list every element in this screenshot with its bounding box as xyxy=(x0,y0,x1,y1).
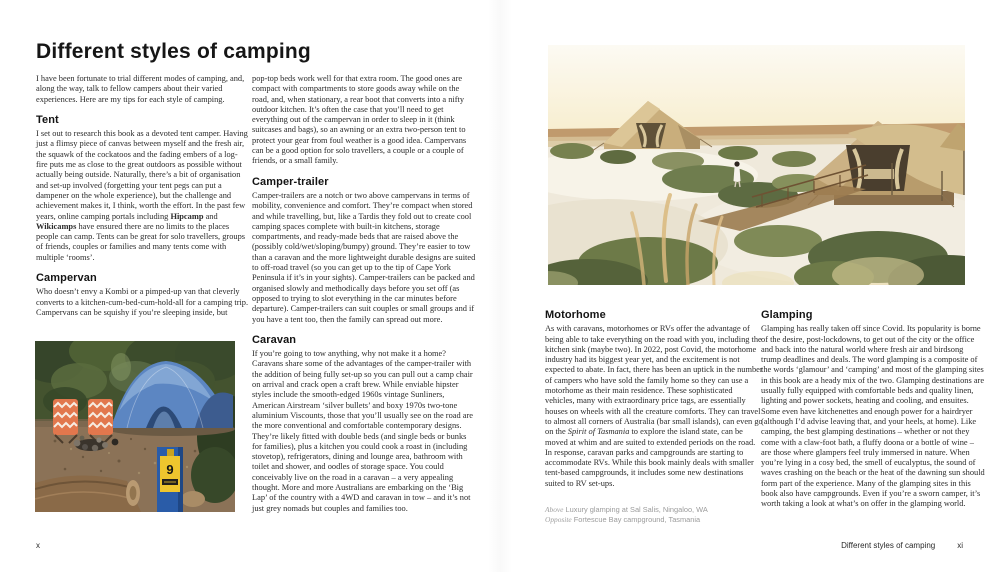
folio-right-number: xi xyxy=(957,541,963,550)
glamping-photo xyxy=(548,45,965,285)
right-page-column-1 xyxy=(545,300,764,525)
page-gutter xyxy=(488,0,512,572)
section-heading-camper-trailer: Camper-trailer xyxy=(252,175,329,188)
running-footer-title: Different styles of camping xyxy=(841,541,936,550)
left-page-column-1 xyxy=(36,74,249,318)
section-heading-campervan: Campervan xyxy=(36,272,97,285)
intro-paragraph: I have been fortunate to trial different modes of camping, and, along the way, talk to fellow campers about their varied experiences. Here are my tips for each style of camping. xyxy=(36,74,245,104)
caption-opposite-label: Opposite xyxy=(545,515,572,525)
caption-above xyxy=(545,505,764,515)
left-page-column-2 xyxy=(252,74,478,514)
camper-trailer-paragraph: Camper-trailers are a notch or two above campervans in terms of mobility, convenience and comfort. They’re compact when stored and while travelling, but, like a Tardis they fold out to create cool camping spaces complete with built-in kitchens, storage compartments, and ready-made beds that are raised above the (possibly cold/wet/sloping/bumpy) ground. They’re easier to tow than a caravan and the more lightweight durable designs are suited to off-road travel (so you can get up to the tip of Cape York Peninsula if it’s in your sights). Camper-trailers can be packed and organised slowly and methodically days before you set off (as opposed to trying to slot everything in the car minutes before departure). Camper-trailers can suit couples or small groups and if you have a tent too, then the family can spread out more. xyxy=(252,190,476,324)
campsite-photo xyxy=(35,341,235,512)
tent-paragraph xyxy=(36,129,249,263)
section-heading-tent: Tent xyxy=(36,113,59,126)
section-heading-caravan: Caravan xyxy=(252,333,297,346)
photo-caption xyxy=(545,505,764,525)
tent-text-2: and xyxy=(203,211,218,221)
caption-above-text: Luxury glamping at Sal Salis, Ningaloo, WA xyxy=(563,505,708,515)
folio-left: x xyxy=(36,541,40,550)
campervan-continued-paragraph: pop-top beds work well for that extra room. The good ones are compact with compartments to store goods away while on the road, and, when stationary, a rear boot that converts into a nifty outdoor kitchen. It’s often the case that you’ll need to get everything out of the campervan in order to sleep in it (think suitcases and bags), so an awning or an extra two-person tent to protect your gear from foul weather is a good idea. Campervans can be a good option for solo travellers, a couple or a couple of friends, or a small family. xyxy=(252,74,467,166)
site-marker-post xyxy=(157,447,183,512)
spirit-of-tasmania-italic: Spirit of Tasmania xyxy=(567,427,630,437)
page-title: Different styles of camping xyxy=(36,40,311,63)
campsite-photo-art xyxy=(35,341,235,512)
glamping-photo-art xyxy=(548,45,965,285)
tent-text-1: I set out to research this book as a devoted tent camper. Having just a flimsy piece of canvas between myself and the fresh air, the squawk of the cockatoos and the fading embers of a log-fire puts me as close to the great outdoors as possible without actually being outside. Naturally, there’s a bit of organisation and set-up involved (forgetting your tent pegs can put a dampener on the whole experience), but the challenge and achievement makes it, I think, worth the effort. In the past few years, online camping portals including xyxy=(36,129,248,221)
hipcamp-bold: Hipcamp xyxy=(170,211,204,221)
section-heading-motorhome: Motorhome xyxy=(545,309,606,321)
section-heading-glamping: Glamping xyxy=(761,309,813,321)
tent-text-3: have ensured there are no limits to the places people can camp. Tents can be great for solo travellers, groups of friends, couples or families and many tents come with multiple ‘rooms’. xyxy=(36,221,246,262)
caravan-paragraph: If you’re going to tow anything, why not make it a home? Caravans share some of the advantages of the camper-trailer with the addition of being fully set-up so you can pull out a camp chair on arrival and crack open a craft brew. While enviable hipster styles include the smooth-edged 1960s vintage Sunliners, American Airstream ‘silver bullets’ and boxy 1970s two-tone aluminium Viscounts, those that you’ll usually see on the road are the more conventional and comfortable contemporary designs. They’re likely fitted with double beds (and single beds or bunks for families), plus a kitchen you could cook a roast in (including stovetop), refrigerators, dining and lounge area, bathroom with toilet and shower, and oodles of storage space. You could conceivably live on the road in a caravan – a very appealing thought. More and more Australians are embarking on the ‘Big Lap’ of the country with a 4WD and caravan in tow – and it’s not just grey nomads but couples and families too. xyxy=(252,349,474,513)
caption-above-label: Above xyxy=(545,505,564,515)
caption-opposite-text: Fortescue Bay campground, Tasmania xyxy=(571,515,701,525)
right-page-column-2 xyxy=(761,300,985,510)
site-number: 9 xyxy=(166,462,174,477)
campervan-paragraph: Who doesn’t envy a Kombi or a pimped-up van that cleverly converts to a kitchen-cum-bed-cum-hold-all for a camping trip. Campervans can be squishy if you’re sleeping inside, but xyxy=(36,287,249,317)
motorhome-text-2: to explore the island state, can be moved at whim and are suited to extended periods on the road. In response, caravan parks and campgrounds are starting to accommodate RVs. While this book mainly deals with smaller tent-based campgrounds, it includes some new destinations suited to RV set-ups. xyxy=(545,427,756,488)
motorhome-text-1: As with caravans, motorhomes or RVs offer the advantage of being able to take everything on the road with you, including the kitchen sink (maybe two). In 2022, post Covid, the motorhome industry had its biggest year yet, and the excitement is not expected to abate. In fact, there has been an uptick in the number of campers who have sold the family home so they can use a motorhome as their main residence. These sophisticated vehicles, many with extraordinary price tags, are essentially houses on wheels with all the creature comforts. They can travel to almost all corners of Australia (bar small islands), can even go on the xyxy=(545,324,763,437)
wikicamps-bold: Wikicamps xyxy=(36,221,77,231)
glamping-paragraph: Glamping has really taken off since Covid. Its popularity is borne of the desire, post-lockdowns, to get out of the city or the office and back into the natural world where fresh air and birdsong trump deadlines and deals. The word glamping is a composite of the words ‘glamour’ and ‘camping’ and most of the glamping sites in this book are a heady mix of the two. Glamping destinations are usually fully equipped with comfortable beds and quality linen, lighting and power sockets, heating and cooling, and ensuites. Some even have kitchenettes and enough power for a hairdryer (although I’d advise leaving that, and your heels, at home). Like camping, the best glamping destinations – whether or not they come with a claw-foot bath, a fluffy doona or a bottle of wine – are those where glampers feel truly immersed in nature. When you’re lying in a cosy bed, the smell of eucalyptus, the sound of waves crashing on the beach or the heat of the dawning sun should form part of the experience. Many of the glamping sites in this book also have campgrounds. Even if you’re a sworn camper, it’s worth taking a look at what’s on offer in the glamping world. xyxy=(761,324,985,509)
folio-right xyxy=(841,541,963,550)
motorhome-paragraph xyxy=(545,324,764,489)
caption-opposite xyxy=(545,515,764,525)
